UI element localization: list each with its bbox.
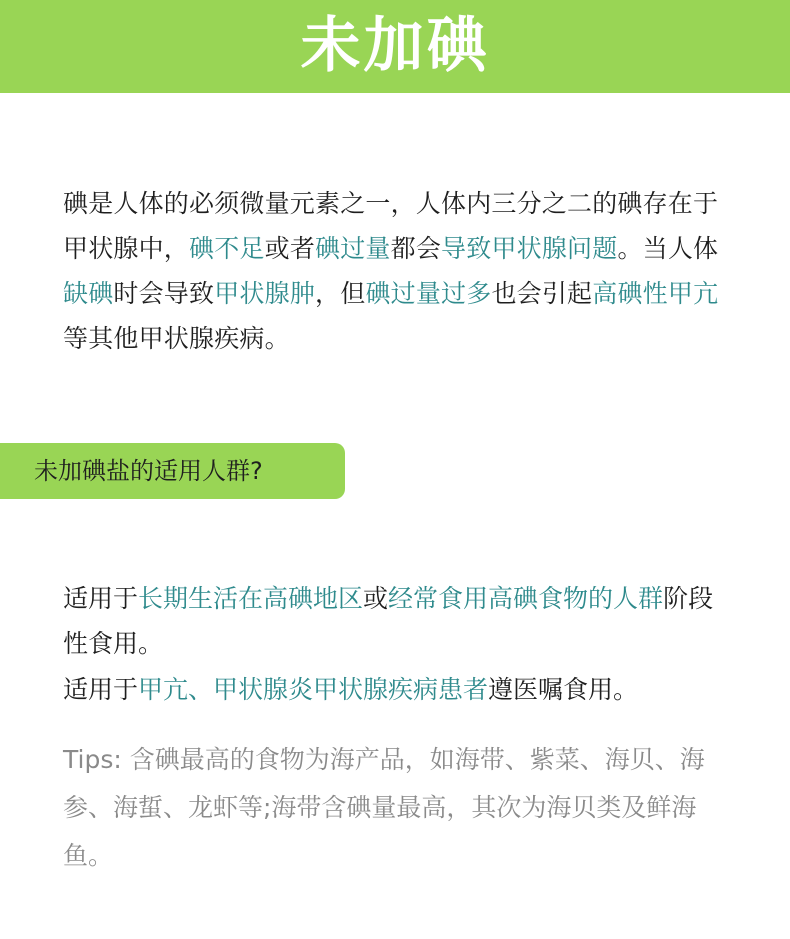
highlighted-text: 缺碘 xyxy=(63,279,114,308)
highlighted-text: 碘不足 xyxy=(189,234,265,263)
usage-paragraph-1 xyxy=(63,576,728,666)
body-text: 适用于 xyxy=(63,675,139,704)
body-text: 。当人体 xyxy=(617,234,719,263)
usage-paragraph-2 xyxy=(63,667,728,712)
highlighted-text: 甲亢、甲状腺炎甲状腺疾病患者 xyxy=(138,675,489,704)
body-text: 也会引起 xyxy=(491,279,593,308)
highlighted-text: 碘过量 xyxy=(315,234,391,263)
intro-paragraph xyxy=(63,181,728,361)
body-text: ，但 xyxy=(315,279,366,308)
highlighted-text: 碘过量过多 xyxy=(365,279,492,308)
body-text: 碘是人体的必须微量元素之一，人体内三分之二的碘存在于甲状腺中， xyxy=(63,189,719,263)
body-text: 适用于 xyxy=(63,584,139,613)
body-text: 等其他甲状腺疾病。 xyxy=(63,324,290,353)
body-text: 或者 xyxy=(264,234,316,263)
body-text: 阶段性食用。 xyxy=(63,584,714,658)
section-title: 未加碘盐的适用人群? xyxy=(34,457,263,485)
body-text: 都会 xyxy=(390,234,442,263)
body-text: 或 xyxy=(363,584,389,613)
highlighted-text: 长期生活在高碘地区 xyxy=(138,584,364,613)
body-text: 遵医嘱食用。 xyxy=(488,675,639,704)
highlighted-text: 导致甲状腺问题 xyxy=(441,234,618,263)
section-header xyxy=(0,443,345,499)
highlighted-text: 甲状腺肿 xyxy=(214,279,316,308)
header-banner xyxy=(0,0,790,93)
highlighted-text: 高碘性甲亢 xyxy=(592,279,719,308)
page-title: 未加碘 xyxy=(300,11,490,81)
highlighted-text: 经常食用高碘食物的人群 xyxy=(388,584,664,613)
body-text: 时会导致 xyxy=(113,279,215,308)
tips-text: Tips: 含碘最高的食物为海产品，如海带、紫菜、海贝、海参、海蜇、龙虾等;海带含碘量最高，其次为海贝类及鲜海鱼。 xyxy=(63,745,705,870)
